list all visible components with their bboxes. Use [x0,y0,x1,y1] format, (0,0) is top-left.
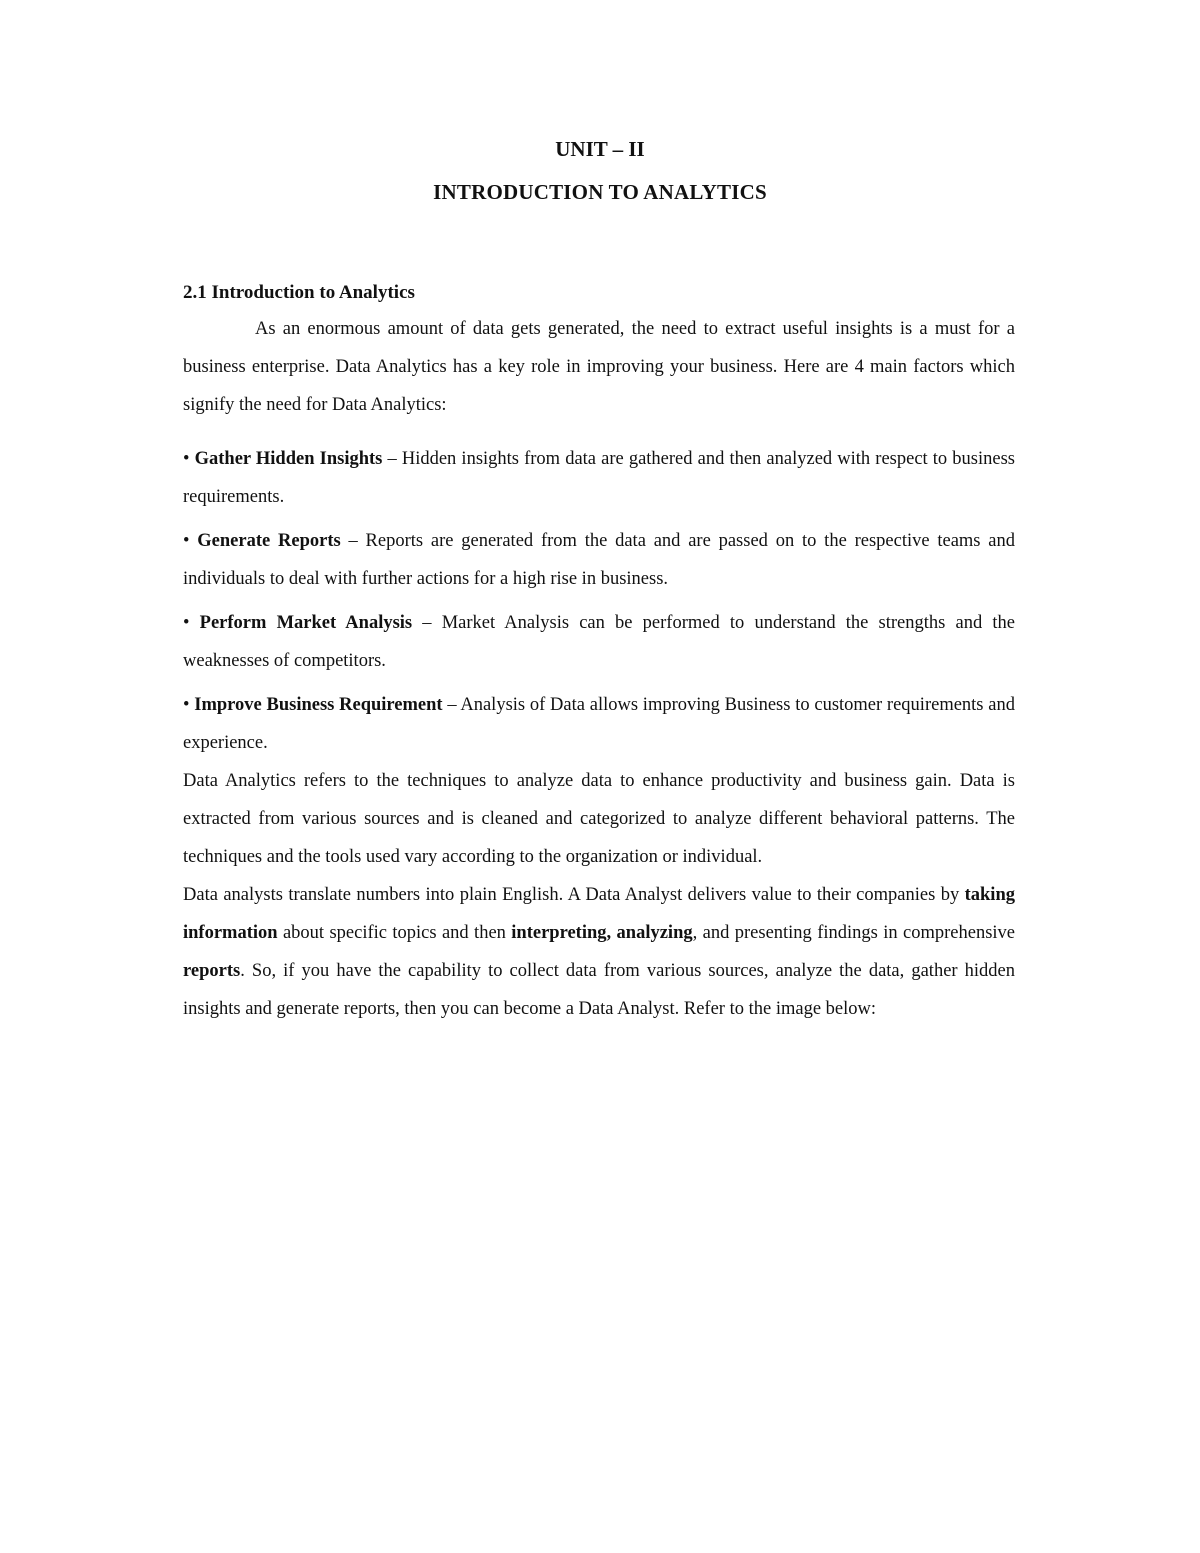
chapter-title: INTRODUCTION TO ANALYTICS [433,180,767,204]
bullet-market-analysis [183,604,1015,680]
definition-paragraph: Data Analytics refers to the techniques to analyze data to enhance productivity and business gain. Data is extracted from various sources and is cleaned and categorized to analyze different behavioral patterns. The techniques and the tools used vary according to the organization or individual. [183,771,1015,867]
bullet-term: Gather Hidden Insights [194,449,383,469]
bullet-generate-reports [183,522,1015,598]
bullet-text: – Reports are generated from the data and are passed on to the respective teams and individuals to deal with further actions for a high rise in business. [183,531,1016,589]
analyst-text: Data analysts translate numbers into plain English. A Data Analyst delivers value to their companies by [183,885,965,905]
bullet-marker: • [183,449,190,469]
bullet-gather-insights [183,440,1015,516]
bullet-term: Improve Business Requirement [194,695,443,715]
analyst-paragraph [183,876,1015,1028]
bullet-improve-business [183,686,1015,762]
bullet-term: Perform Market Analysis [199,613,413,633]
analyst-text: . So, if you have the capability to collect data from various sources, analyze the data, gather hidden insights and generate reports, then you can become a Data Analyst. Refer to the image below: [183,961,1015,1019]
bullet-term: Generate Reports [197,531,341,551]
bullet-text: – Analysis of Data allows improving Business to customer requirements and experience. [183,695,1015,753]
section-heading: 2.1 Introduction to Analytics [183,282,415,303]
bullet-text: – Market Analysis can be performed to understand the strengths and the weaknesses of competitors. [183,613,1015,671]
intro-paragraph: As an enormous amount of data gets generated, the need to extract useful insights is a must for a business enterprise. Data Analytics has a key role in improving your business. Here are 4 main factors which signify the need for Data Analytics: [183,319,1015,415]
unit-title: UNIT – II [555,137,645,161]
analyst-text: about specific topics and then [277,923,512,943]
bullet-marker: • [183,531,190,551]
bullet-marker: • [183,613,190,633]
analyst-emphasis: reports [183,961,241,981]
analyst-emphasis: taking information [183,885,1015,943]
document-body [183,278,1015,1028]
bullet-marker: • [183,695,190,715]
analyst-emphasis: interpreting, analyzing [511,923,693,943]
bullet-text: – Hidden insights from data are gathered and then analyzed with respect to business requirements. [183,449,1015,507]
analyst-text: , and presenting findings in comprehensive [692,923,1015,943]
